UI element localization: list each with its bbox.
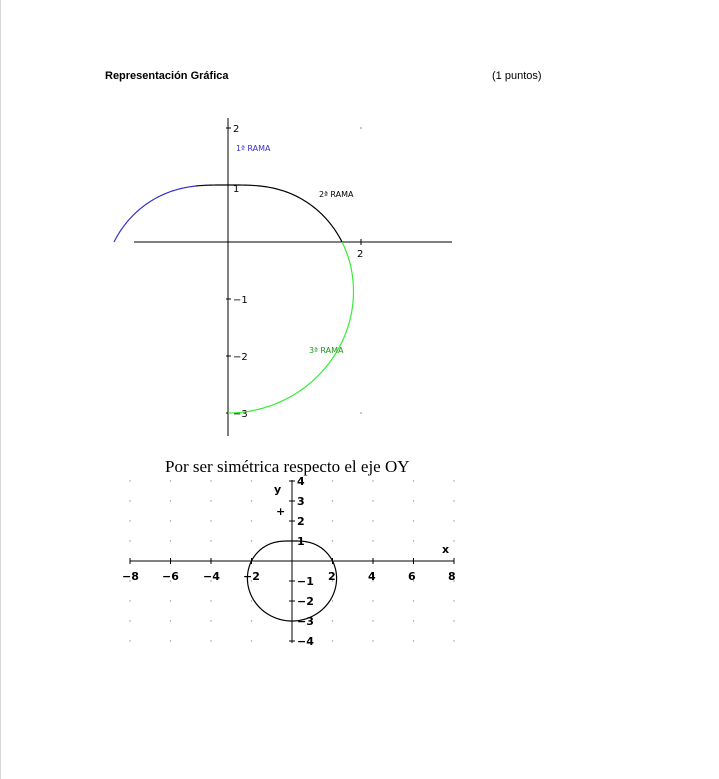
fig2-grid-dot [129, 620, 130, 621]
fig2-grid-dot [453, 480, 454, 481]
fig2-xlabel-8: 8 [448, 570, 456, 583]
fig2-xlabel-m4: −4 [203, 570, 220, 583]
fig2-ylabel-4: 4 [297, 475, 305, 488]
fig2-grid-dot [170, 480, 171, 481]
fig2-grid-dot [453, 520, 454, 521]
fig2-grid-dot [129, 480, 130, 481]
fig2-grid-dot [210, 520, 211, 521]
figure2 [122, 457, 456, 648]
fig2-ylabel-m3: −3 [297, 615, 314, 628]
fig2-grid-dot [129, 520, 130, 521]
fig2-ylabel-m2: −2 [297, 595, 314, 608]
fig2-grid-dot [251, 600, 252, 601]
fig2-grid-dot [210, 480, 211, 481]
points-label: (1 puntos) [492, 70, 542, 82]
fig1-branch1-curve [114, 186, 196, 242]
fig2-grid-dot [372, 620, 373, 621]
fig1-ylabel-1: 1 [233, 184, 240, 195]
fig2-grid-dot [332, 520, 333, 521]
fig2-grid-dot [170, 600, 171, 601]
fig2-grid-dot [210, 620, 211, 621]
fig2-grid-dot [251, 480, 252, 481]
fig2-grid-dot [251, 540, 252, 541]
fig1-ylabel-m3: −3 [233, 409, 248, 420]
figure1 [114, 118, 452, 436]
fig2-grid-dot [413, 480, 414, 481]
fig2-grid-dot [129, 500, 130, 501]
fig2-grid-dot [413, 600, 414, 601]
fig1-ylabel-2: 2 [233, 124, 240, 135]
fig2-grid-dot [251, 620, 252, 621]
fig2-grid-dot [170, 520, 171, 521]
fig1-ylabel-m1: −1 [233, 295, 248, 306]
fig2-grid-dot [210, 600, 211, 601]
fig2-grid-dot [413, 620, 414, 621]
fig2-grid-dot [251, 640, 252, 641]
fig1-xlabel-2: 2 [357, 249, 364, 260]
fig2-grid-dot [170, 540, 171, 541]
section-title: Representación Gráfica [105, 70, 229, 82]
fig1-branch3-curve [228, 242, 354, 413]
fig2-grid-dot [170, 500, 171, 501]
fig2-grid-dot [332, 600, 333, 601]
fig2-grid-dot [332, 480, 333, 481]
fig2-xlabel-m6: −6 [162, 570, 179, 583]
fig2-xlabel-4: 4 [368, 570, 376, 583]
fig2-grid-dot [129, 540, 130, 541]
fig1-branch2-label: 2ª RAMA [319, 190, 354, 199]
fig2-grid-dot [453, 640, 454, 641]
fig2-xlabel-m2: −2 [243, 570, 260, 583]
fig2-grid-dot [453, 500, 454, 501]
fig2-grid-dot [453, 600, 454, 601]
fig2-grid-dot [413, 540, 414, 541]
fig2-grid-dot [251, 520, 252, 521]
fig1-branch3-label: 3ª RAMA [309, 346, 344, 355]
fig2-grid-dot [372, 520, 373, 521]
fig1-branch1-label: 1ª RAMA [236, 144, 271, 153]
fig2-grid-dot [170, 640, 171, 641]
fig2-ylabel-2: 2 [297, 515, 305, 528]
fig2-caption: Por ser simétrica respecto el eje OY [165, 457, 410, 476]
fig1-grid-dot [360, 127, 362, 129]
fig2-grid-dot [372, 540, 373, 541]
fig2-grid-dot [332, 620, 333, 621]
fig2-grid-dot [129, 600, 130, 601]
fig2-ylabel-m1: −1 [297, 575, 314, 588]
fig2-y-axis-letter: y [274, 483, 282, 496]
fig2-grid-dot [453, 540, 454, 541]
fig2-grid-dot [453, 620, 454, 621]
fig2-grid-dot [210, 640, 211, 641]
fig2-grid-dot [332, 540, 333, 541]
fig2-grid-dot [372, 500, 373, 501]
fig2-ylabel-1: 1 [297, 535, 305, 548]
fig2-xlabel-2: 2 [328, 570, 336, 583]
fig2-plus-mark: + [276, 505, 286, 518]
fig2-grid-dot [372, 480, 373, 481]
fig2-grid-dot [332, 500, 333, 501]
fig2-grid-dot [413, 640, 414, 641]
fig2-xlabel-6: 6 [408, 570, 416, 583]
fig1-grid-dot [360, 412, 362, 414]
fig2-grid-dot [129, 640, 130, 641]
fig2-grid-dot [413, 520, 414, 521]
fig2-ylabel-m4: −4 [297, 635, 314, 648]
fig2-xlabel-m8: −8 [122, 570, 139, 583]
fig2-grid-dot [372, 600, 373, 601]
fig2-grid-dot [210, 540, 211, 541]
fig1-ylabel-m2: −2 [233, 352, 248, 363]
fig2-ylabel-3: 3 [297, 495, 305, 508]
fig2-x-axis-letter: x [442, 543, 450, 556]
fig2-grid-dot [332, 640, 333, 641]
fig2-grid-dot [251, 500, 252, 501]
fig2-grid-dot [372, 640, 373, 641]
fig2-grid-dot [170, 620, 171, 621]
fig2-grid-dot [210, 500, 211, 501]
fig2-grid-dot [413, 500, 414, 501]
